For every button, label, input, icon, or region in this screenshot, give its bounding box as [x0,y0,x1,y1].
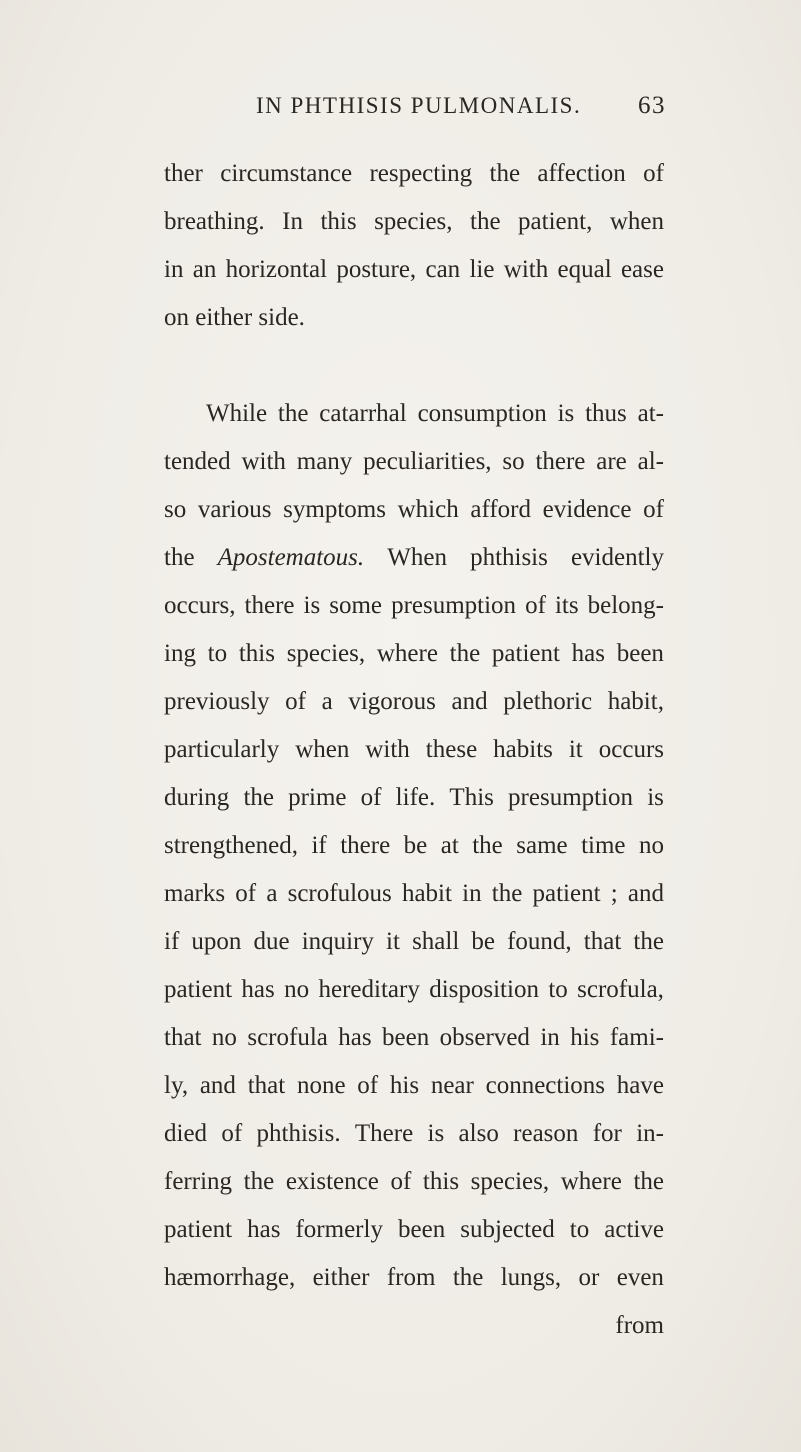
catchword: from [615,1312,664,1339]
text-line: that no scrofula has been observed in his fami- [164,1024,664,1051]
text-line: previously of a vigorous and plethoric habit, [164,688,664,715]
text-line: tended with many peculiarities, so there are al- [164,448,664,475]
text-line: marks of a scrofulous habit in the patient ; and [164,880,664,907]
text-line: if upon due inquiry it shall be found, that the [164,928,664,955]
text-line: on either side. [164,304,305,331]
text-line: ferring the existence of this species, where the [164,1168,664,1195]
text-line: patient has no hereditary disposition to scrofula, [164,976,664,1003]
running-title: IN PHTHISIS PULMONALIS. [256,93,582,118]
text-line: died of phthisis. There is also reason for in- [164,1120,664,1147]
text-line: patient has formerly been subjected to active [164,1216,664,1243]
text-line: particularly when with these habits it occurs [164,736,664,763]
text-line: during the prime of life. This presumption is [164,784,664,811]
text-line: occurs, there is some presumption of its belong- [164,592,664,619]
text-line-italic: the Apostematous. When phthisis evidently [164,544,664,571]
text-line: breathing. In this species, the patient, when [164,208,664,235]
text-line: so various symptoms which afford evidence of [164,496,664,523]
text-line: in an horizontal posture, can lie with equal ease [164,256,664,283]
text-line: ly, and that none of his near connections have [164,1072,664,1099]
text-line: While the catarrhal consumption is thus at- [206,400,664,427]
body-text [164,150,664,1350]
text-line: strengthened, if there be at the same time no [164,832,664,859]
text-line: ther circumstance respecting the affection of [164,160,664,187]
text-line: hæmorrhage, either from the lungs, or even [164,1264,664,1291]
page-number: 63 [638,92,666,119]
running-head [256,88,666,124]
text-line: ing to this species, where the patient has been [164,640,664,667]
